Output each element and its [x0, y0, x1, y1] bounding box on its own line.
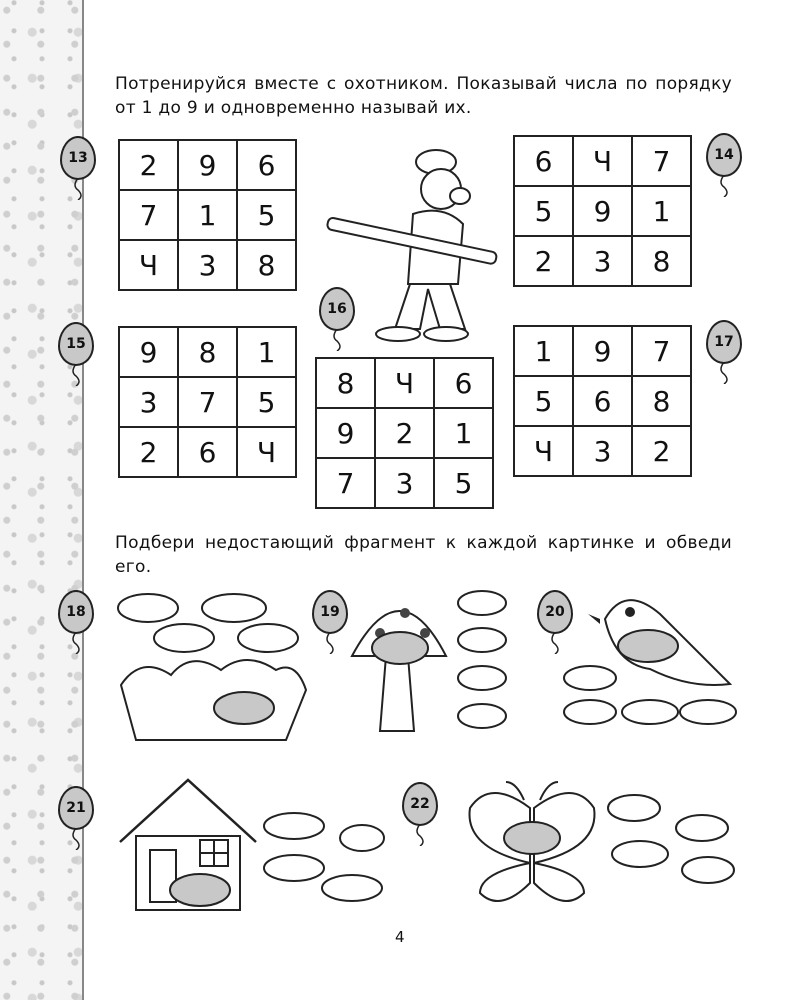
balloon-string-icon	[64, 828, 88, 850]
balloon-label: 13	[60, 136, 96, 180]
grid-cell[interactable]: 9	[573, 186, 632, 236]
fragment-option[interactable]	[564, 666, 616, 690]
grid-cell[interactable]: 6	[573, 376, 632, 426]
grid-cell[interactable]: 6	[434, 358, 493, 408]
balloon-17	[706, 320, 742, 382]
fragment-option[interactable]	[458, 666, 506, 690]
grid-cell[interactable]: 1	[632, 186, 691, 236]
grid-cell[interactable]: 3	[573, 236, 632, 286]
grid-cell[interactable]: Ч	[375, 358, 434, 408]
grid-cell[interactable]: 2	[119, 140, 178, 190]
grid-cell[interactable]: Ч	[573, 136, 632, 186]
grid-cell[interactable]: 5	[514, 376, 573, 426]
grid-cell[interactable]: 7	[632, 326, 691, 376]
instruction-task-2: Подбери недостающий фрагмент к каждой картинке и обведи его.	[115, 533, 732, 577]
grid-cell[interactable]: 8	[632, 376, 691, 426]
grid-cell[interactable]: Ч	[514, 426, 573, 476]
balloon-19	[312, 590, 348, 652]
fragment-option[interactable]	[608, 795, 660, 821]
grid-cell[interactable]: 8	[632, 236, 691, 286]
mushroom-puzzle	[350, 588, 522, 738]
grid-cell[interactable]: 3	[573, 426, 632, 476]
grid-cell[interactable]: 5	[237, 377, 296, 427]
fragment-option[interactable]	[264, 813, 324, 839]
grid-cell[interactable]: 9	[119, 327, 178, 377]
grid-cell[interactable]: 1	[178, 190, 237, 240]
balloon-label: 18	[58, 590, 94, 634]
fragment-option[interactable]	[264, 855, 324, 881]
balloon-label: 14	[706, 133, 742, 177]
grid-cell[interactable]: 5	[434, 458, 493, 508]
fragment-option[interactable]	[322, 875, 382, 901]
balloon-label: 16	[319, 287, 355, 331]
bird-puzzle	[560, 584, 740, 734]
fragment-option[interactable]	[118, 594, 178, 622]
missing-fragment	[618, 630, 678, 662]
grid-cell[interactable]: 1	[514, 326, 573, 376]
grid-cell[interactable]: 3	[178, 240, 237, 290]
grid-cell[interactable]: 3	[119, 377, 178, 427]
grid-cell[interactable]: 9	[573, 326, 632, 376]
grid-cell[interactable]: 2	[119, 427, 178, 477]
balloon-string-icon	[64, 632, 88, 654]
fragment-option[interactable]	[680, 700, 736, 724]
balloon-13	[60, 136, 96, 198]
balloon-18	[58, 590, 94, 652]
fragment-option[interactable]	[340, 825, 384, 851]
grid-cell[interactable]: 8	[316, 358, 375, 408]
number-grid-13	[118, 139, 297, 291]
missing-fragment	[214, 692, 274, 724]
balloon-label: 22	[402, 782, 438, 826]
grid-cell[interactable]: 7	[632, 136, 691, 186]
balloon-string-icon	[66, 178, 90, 200]
fragment-option[interactable]	[154, 624, 214, 652]
instruction-task-1: Потренируйся вместе с охотником. Показывай числа по порядку от 1 до 9 и одновременно называй их.	[115, 74, 732, 118]
grid-cell[interactable]: 2	[375, 408, 434, 458]
balloon-string-icon	[64, 364, 88, 386]
grid-cell[interactable]: 8	[178, 327, 237, 377]
grid-cell[interactable]: 6	[514, 136, 573, 186]
grid-cell[interactable]: 7	[119, 190, 178, 240]
number-grid-17	[513, 325, 692, 477]
missing-fragment	[504, 822, 560, 854]
balloon-22	[402, 782, 438, 844]
fragment-option[interactable]	[622, 700, 678, 724]
fragment-option[interactable]	[612, 841, 668, 867]
grid-cell[interactable]: 5	[514, 186, 573, 236]
page-number: 4	[395, 928, 405, 946]
missing-fragment	[170, 874, 230, 906]
balloon-label: 19	[312, 590, 348, 634]
number-grid-15	[118, 326, 297, 478]
fragment-option[interactable]	[458, 704, 506, 728]
grid-cell[interactable]: 6	[237, 140, 296, 190]
grid-cell[interactable]: Ч	[119, 240, 178, 290]
butterfly-puzzle	[464, 778, 748, 918]
balloon-label: 21	[58, 786, 94, 830]
balloon-string-icon	[408, 824, 432, 846]
number-grid-14	[513, 135, 692, 287]
grid-cell[interactable]: 7	[316, 458, 375, 508]
grid-cell[interactable]: 6	[178, 427, 237, 477]
grid-cell[interactable]: 3	[375, 458, 434, 508]
house-puzzle	[116, 776, 386, 916]
grid-cell[interactable]: 2	[632, 426, 691, 476]
balloon-string-icon	[712, 362, 736, 384]
balloon-label: 17	[706, 320, 742, 364]
balloon-14	[706, 133, 742, 195]
balloon-string-icon	[318, 632, 342, 654]
grid-cell[interactable]: 1	[237, 327, 296, 377]
balloon-label: 20	[537, 590, 573, 634]
grid-cell[interactable]: 9	[178, 140, 237, 190]
missing-fragment	[372, 632, 428, 664]
fragment-option[interactable]	[458, 628, 506, 652]
flowers-puzzle	[116, 590, 308, 750]
fragment-option[interactable]	[676, 815, 728, 841]
grid-cell[interactable]: 9	[316, 408, 375, 458]
grid-cell[interactable]: Ч	[237, 427, 296, 477]
balloon-label: 15	[58, 322, 94, 366]
grid-cell[interactable]: 2	[514, 236, 573, 286]
number-grid-16	[315, 357, 494, 509]
balloon-16	[319, 287, 355, 349]
fragment-option[interactable]	[682, 857, 734, 883]
grid-cell[interactable]: 1	[434, 408, 493, 458]
grid-cell[interactable]: 7	[178, 377, 237, 427]
balloon-string-icon	[325, 329, 349, 351]
fragment-option[interactable]	[564, 700, 616, 724]
balloon-15	[58, 322, 94, 384]
balloon-string-icon	[712, 175, 736, 197]
balloon-21	[58, 786, 94, 848]
fragment-option[interactable]	[238, 624, 298, 652]
grid-cell[interactable]: 5	[237, 190, 296, 240]
fragment-option[interactable]	[202, 594, 266, 622]
fragment-option[interactable]	[458, 591, 506, 615]
grid-cell[interactable]: 8	[237, 240, 296, 290]
